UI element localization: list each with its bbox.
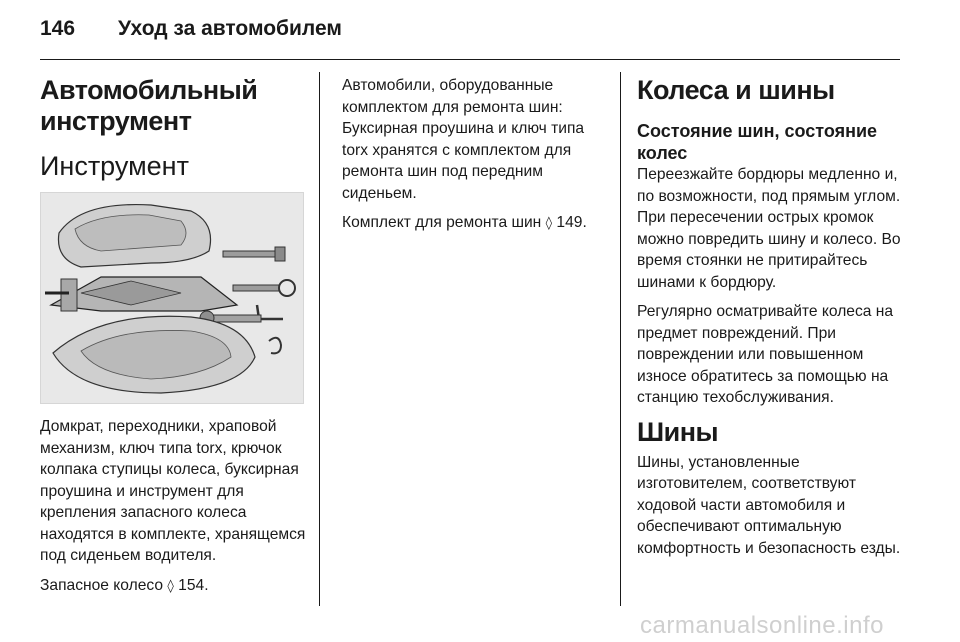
- heading-tyres: Шины: [637, 416, 719, 447]
- section-title: Уход за автомобилем: [118, 17, 342, 40]
- xref-page[interactable]: 154.: [178, 576, 209, 594]
- repair-kit-paragraph: Автомобили, оборудованные комплектом для ремонта шин: Буксирная проушина и ключ типа torx хранятся с комплектом для ремонта шин под передним сиденьем.: [342, 77, 585, 202]
- column-divider-2: [620, 72, 621, 606]
- tyres-paragraph: Шины, установленные изготовителем, соответствуют ходовой части автомобиля и обеспечивают оптимальную комфортность и безопасность езды.: [637, 453, 901, 557]
- heading-wheels-tyres: Колеса и шины: [637, 75, 835, 105]
- tools-illustration: [40, 192, 304, 404]
- repair-kit-reference: [342, 212, 610, 235]
- left-column: [40, 75, 308, 605]
- tools-caption: Домкрат, переходники, храповой механизм, ключ типа torx, крючок колпака ступицы колеса, буксирная проушина и инструмент для крепления запасного колеса находятся в комплекте, хранящемся под сиденьем водителя.: [40, 418, 306, 564]
- spare-wheel-reference: [40, 575, 308, 598]
- middle-column: [342, 75, 610, 243]
- header-rule: [40, 59, 900, 60]
- tyre-condition-paragraph-1: Переезжайте бордюры медленно и, по возможности, под прямым углом. При пересечении острых кромок можно повредить шину и колесо. Во время стоянки не притирайтесь шинами к бордюру.: [637, 166, 901, 291]
- watermark: carmanualsonline.info: [640, 612, 884, 639]
- xref-label: Запасное колесо: [40, 576, 164, 594]
- xref-label: Комплект для ремонта шин: [342, 214, 542, 231]
- heading-tyre-condition: Состояние шин, состояние колес: [637, 121, 878, 163]
- column-divider-1: [319, 72, 320, 606]
- page-number: 146: [40, 17, 76, 40]
- heading-car-tools: Автомобильный инструмент: [40, 75, 258, 136]
- xref-page[interactable]: 149.: [556, 214, 587, 231]
- heading-tools: Инструмент: [40, 151, 189, 181]
- tyre-condition-paragraph-2: Регулярно осматривайте колеса на предмет повреждений. При повреждении или повышенном износе обратитесь за помощью на станцию техобслуживания.: [637, 303, 894, 406]
- xref-icon: ◊: [167, 578, 174, 594]
- xref-icon: ◊: [545, 216, 553, 231]
- right-column: [637, 75, 905, 567]
